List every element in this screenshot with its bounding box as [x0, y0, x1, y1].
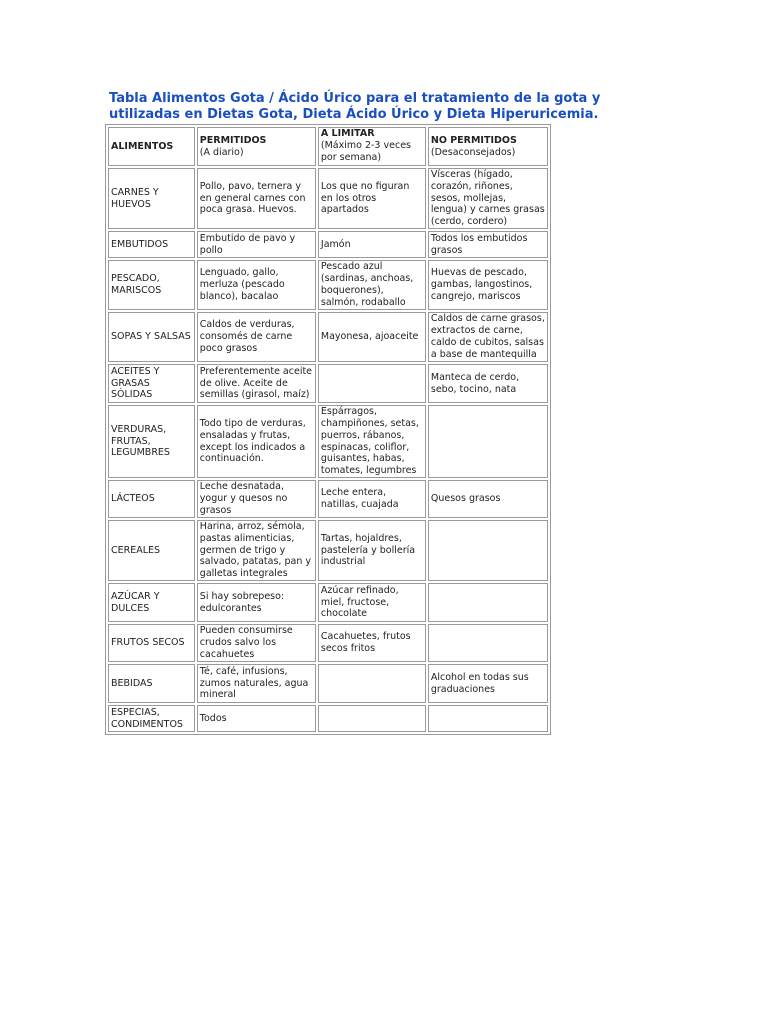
table-row [108, 312, 548, 362]
cell-forbidden: Alcohol en todas sus graduaciones [428, 664, 548, 703]
cell-limit [318, 364, 426, 403]
header-alimentos: ALIMENTOS [108, 127, 195, 166]
cell-allowed: Caldos de verduras, consomés de carne poco grasos [197, 312, 316, 362]
cell-limit: Pescado azul (sardinas, anchoas, boquerones), salmón, rodaballo [318, 260, 426, 310]
cell-allowed: Embutido de pavo y pollo [197, 231, 316, 258]
cell-limit: Mayonesa, ajoaceite [318, 312, 426, 362]
table-row [108, 664, 548, 703]
cell-allowed: Todos [197, 705, 316, 732]
table-header-row [108, 127, 548, 166]
cell-forbidden: Todos los embutidos grasos [428, 231, 548, 258]
cell-allowed: Harina, arroz, sémola, pastas alimenticias, germen de trigo y salvado, patatas, pan y galletas integrales [197, 520, 316, 581]
cell-food: SOPAS Y SALSAS [108, 312, 195, 362]
cell-allowed: Lenguado, gallo, merluza (pescado blanco), bacalao [197, 260, 316, 310]
cell-food: CARNES Y HUEVOS [108, 168, 195, 229]
cell-limit [318, 664, 426, 703]
table-row [108, 260, 548, 310]
cell-allowed: Leche desnatada, yogur y quesos no grasos [197, 480, 316, 518]
document-title [109, 91, 629, 123]
table-row [108, 405, 548, 478]
cell-forbidden [428, 405, 548, 478]
cell-limit: Cacahuetes, frutos secos fritos [318, 624, 426, 662]
cell-allowed: Si hay sobrepeso: edulcorantes [197, 583, 316, 622]
cell-limit: Azúcar refinado, miel, fructose, chocolate [318, 583, 426, 622]
table-row [108, 705, 548, 732]
cell-limit: Leche entera, natillas, cuajada [318, 480, 426, 518]
table-row [108, 520, 548, 581]
cell-allowed: Pueden consumirse crudos salvo los cacahuetes [197, 624, 316, 662]
table-row [108, 168, 548, 229]
cell-food: BEBIDAS [108, 664, 195, 703]
cell-food: AZÚCAR Y DULCES [108, 583, 195, 622]
cell-food: PESCADO, MARISCOS [108, 260, 195, 310]
cell-forbidden [428, 520, 548, 581]
cell-forbidden [428, 583, 548, 622]
cell-food: ACEITES Y GRASAS SÓLIDAS [108, 364, 195, 403]
cell-limit [318, 705, 426, 732]
cell-forbidden: Caldos de carne grasos, extractos de carne, caldo de cubitos, salsas a base de mantequilla [428, 312, 548, 362]
cell-forbidden: Manteca de cerdo, sebo, tocino, nata [428, 364, 548, 403]
title-line-2: utilizadas en Dietas Gota, Dieta Ácido Úrico y Dieta Hiperuricemia. [109, 107, 599, 122]
table-row [108, 624, 548, 662]
cell-forbidden [428, 624, 548, 662]
food-table [105, 124, 551, 735]
cell-allowed: Preferentemente aceite de olive. Aceite de semillas (girasol, maíz) [197, 364, 316, 403]
cell-forbidden [428, 705, 548, 732]
header-permitidos: PERMITIDOS (A diario) [197, 127, 316, 166]
table-row [108, 583, 548, 622]
cell-limit: Los que no figuran en los otros apartados [318, 168, 426, 229]
cell-food: ESPECIAS, CONDIMENTOS [108, 705, 195, 732]
cell-food: VERDURAS, FRUTAS, LEGUMBRES [108, 405, 195, 478]
cell-allowed: Té, café, infusions, zumos naturales, agua mineral [197, 664, 316, 703]
header-limitar: A LIMITAR (Máximo 2-3 veces por semana) [318, 127, 426, 166]
cell-allowed: Pollo, pavo, ternera y en general carnes con poca grasa. Huevos. [197, 168, 316, 229]
table-row [108, 231, 548, 258]
cell-food: CEREALES [108, 520, 195, 581]
cell-forbidden: Vísceras (hígado, corazón, riñones, sesos, mollejas, lengua) y carnes grasas (cerdo, cordero) [428, 168, 548, 229]
cell-food: LÁCTEOS [108, 480, 195, 518]
cell-limit: Espárragos, champiñones, setas, puerros, rábanos, espinacas, coliflor, guisantes, habas, tomates, legumbres [318, 405, 426, 478]
cell-limit: Tartas, hojaldres, pastelería y bollería industrial [318, 520, 426, 581]
cell-food: EMBUTIDOS [108, 231, 195, 258]
title-line-1: Tabla Alimentos Gota / Ácido Úrico para el tratamiento de la gota y [109, 91, 601, 106]
cell-forbidden: Quesos grasos [428, 480, 548, 518]
cell-allowed: Todo tipo de verduras, ensaladas y frutas, except los indicados a continuación. [197, 405, 316, 478]
table-row [108, 480, 548, 518]
cell-food: FRUTOS SECOS [108, 624, 195, 662]
cell-limit: Jamón [318, 231, 426, 258]
table-row [108, 364, 548, 403]
cell-forbidden: Huevas de pescado, gambas, langostinos, cangrejo, mariscos [428, 260, 548, 310]
header-no-permitidos: NO PERMITIDOS (Desaconsejados) [428, 127, 548, 166]
